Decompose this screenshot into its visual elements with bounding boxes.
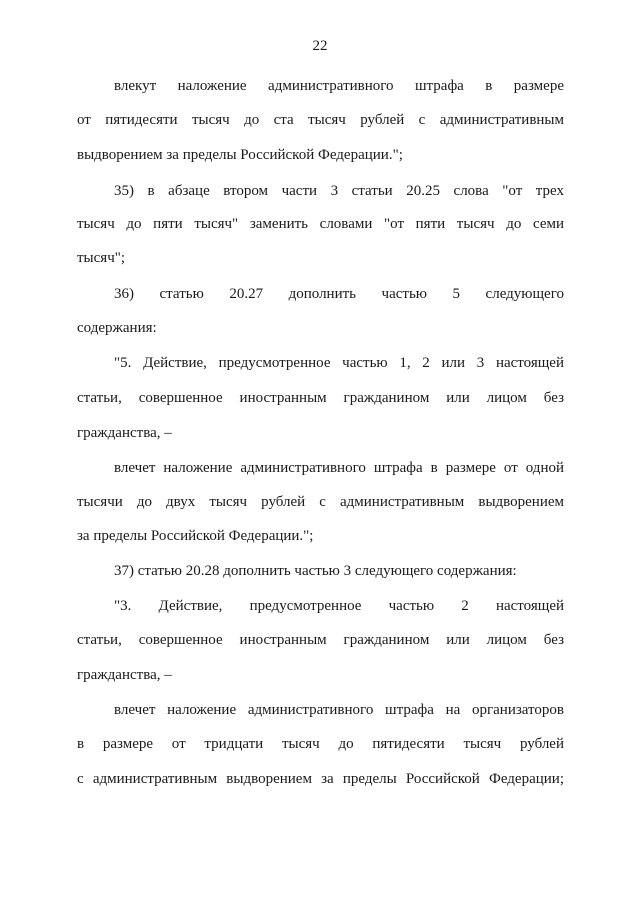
text-line: "5. Действие, предусмотренное частью 1, 2 или 3 настоящей: [114, 355, 564, 371]
text-line: от пятидесяти тысяч до ста тысяч рублей с административным: [77, 112, 564, 128]
text-line: выдворением за пределы Российской Федерации.";: [77, 147, 403, 163]
text-line: с административным выдворением за пределы Российской Федерации;: [77, 771, 564, 787]
text-line: 36) статью 20.27 дополнить частью 5 следующего: [114, 286, 564, 302]
text-line: тысячи до двух тысяч рублей с административным выдворением: [77, 494, 564, 510]
text-line: в размере от тридцати тысяч до пятидесяти тысяч рублей: [77, 736, 564, 752]
text-line: тысяч до пяти тысяч" заменить словами "от пяти тысяч до семи: [77, 216, 564, 232]
text-line: статьи, совершенное иностранным гражданином или лицом без: [77, 632, 564, 648]
text-line: гражданства, –: [77, 667, 172, 683]
text-line: тысяч";: [77, 250, 126, 266]
text-line: за пределы Российской Федерации.";: [77, 528, 314, 544]
text-line: содержания:: [77, 320, 157, 336]
text-line: гражданства, –: [77, 425, 172, 441]
page-number: 22: [312, 38, 328, 54]
text-line: влечет наложение административного штрафа на организаторов: [114, 702, 564, 718]
text-line: статьи, совершенное иностранным гражданином или лицом без: [77, 390, 564, 406]
text-line: влекут наложение административного штрафа в размере: [114, 78, 564, 94]
text-line: 35) в абзаце втором части 3 статьи 20.25 слова "от трех: [114, 183, 564, 199]
text-line: 37) статью 20.28 дополнить частью 3 следующего содержания:: [114, 563, 517, 579]
text-line: влечет наложение административного штрафа в размере от одной: [114, 460, 564, 476]
text-line: "3. Действие, предусмотренное частью 2 настоящей: [114, 598, 564, 614]
